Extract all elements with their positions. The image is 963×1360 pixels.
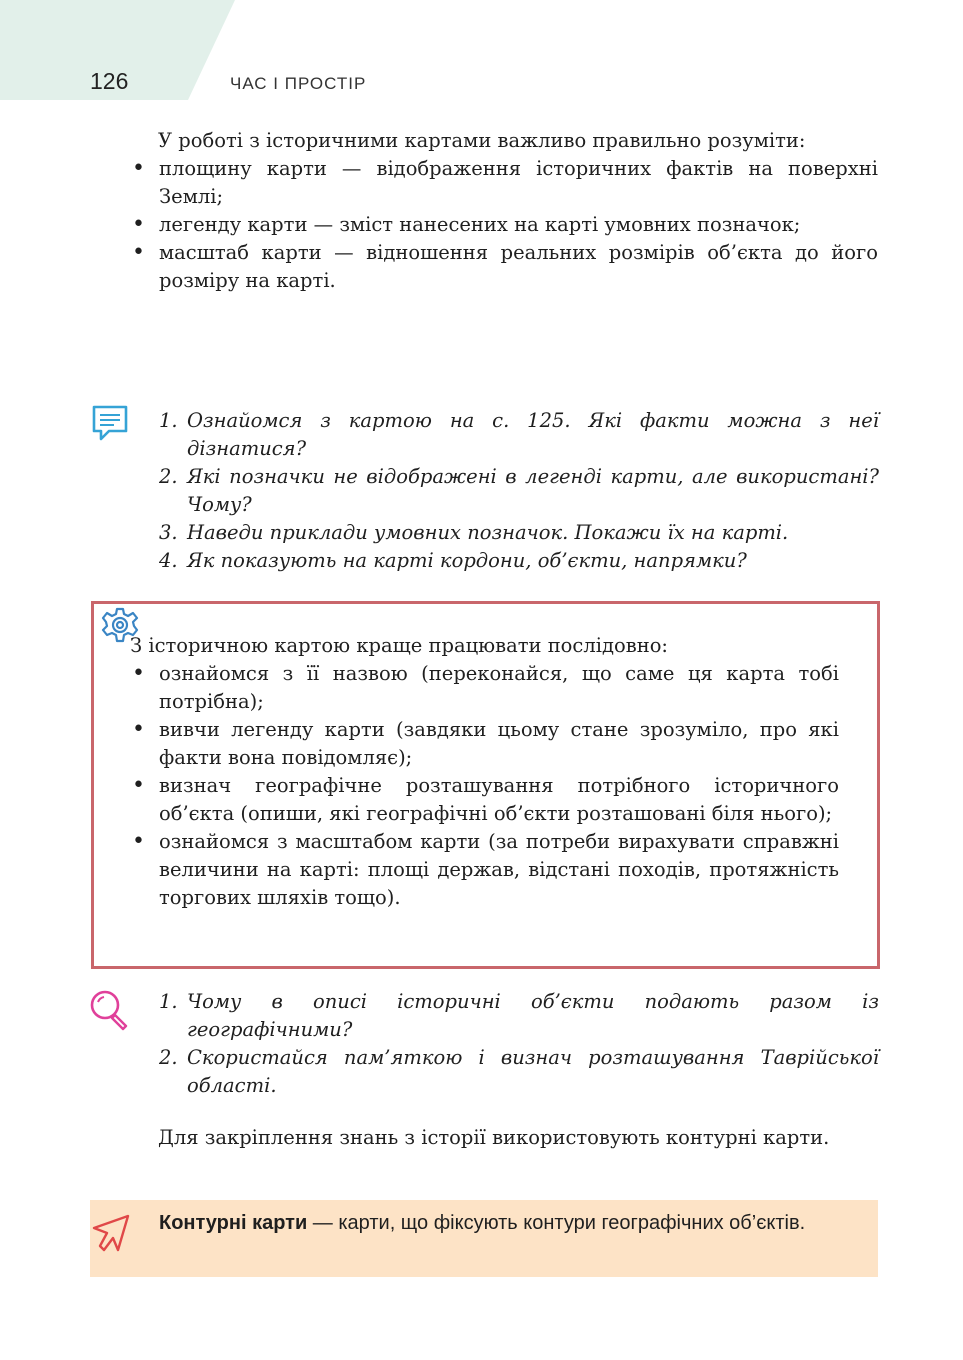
memo-bullet-list (130, 660, 839, 912)
question-item (159, 547, 879, 575)
question-number: 1. (159, 409, 178, 432)
question-text: Чому в описі історичні об’єкти подають разом із географічними? (187, 990, 879, 1041)
list-item: • площину карти — відображення історичних фактів на поверхні Землі; (130, 155, 878, 211)
list-item: • ознайомся з масштабом карти (за потреби вирахувати справжні величини на карті: площі держав, відстані походів, протяжність торгових шляхів тощо). (130, 828, 839, 912)
question-text: Які позначки не відображені в легенді карти, але використані? Чому? (187, 465, 879, 516)
intro-bullet-list (130, 155, 878, 295)
list-item: • легенду карти — зміст нанесених на карті умовних позначок; (130, 211, 878, 239)
list-item: • визнач географічне розташування потрібного історичного об’єкта (опиши, які географічні об’єкти розташовані біля нього); (130, 772, 839, 828)
question-item (159, 1044, 879, 1100)
list-item: • вивчи легенду карти (завдяки цьому стане зрозуміло, про які факти вона повідомляє); (130, 716, 839, 772)
question-text: Як показують на карті кордони, об’єкти, напрямки? (187, 549, 747, 572)
memo-intro: З історичною картою краще працювати послідовно: (130, 634, 669, 657)
pointer-icon (90, 1212, 132, 1258)
question-number: 3. (159, 521, 178, 544)
intro-section (130, 127, 878, 295)
question-list (159, 407, 879, 575)
contour-maps-paragraph: Для закріплення знань з історії використовують контурні карти. (158, 1126, 830, 1149)
question-number: 4. (159, 549, 178, 572)
list-item: • масштаб карти — відношення реальних розмірів об’єкта до його розміру на карті. (130, 239, 878, 295)
questions-block-1 (159, 407, 879, 575)
question-text: Скористайся пам’яткою і визнач розташування Таврійської області. (187, 1046, 879, 1097)
question-item (159, 519, 879, 547)
definition-text (159, 1209, 861, 1237)
question-number: 1. (159, 990, 178, 1013)
magnifier-icon (88, 988, 132, 1036)
question-number: 2. (159, 1046, 178, 1069)
definition-term: Контурні карти (159, 1212, 308, 1234)
question-item (159, 407, 879, 463)
contour-maps-section (130, 1124, 878, 1152)
question-text: Ознайомся з картою на с. 125. Які факти можна з неї дізнатися? (187, 409, 879, 460)
question-list (159, 988, 879, 1100)
question-number: 2. (159, 465, 178, 488)
definition-body: — карти, що фіксують контури географічних об’єктів. (307, 1212, 806, 1234)
questions-block-2 (159, 988, 879, 1100)
question-text: Наведи приклади умовних позначок. Покажи їх на карті. (187, 521, 789, 544)
memo-content (130, 632, 839, 912)
page-number: 126 (90, 68, 129, 94)
question-item (159, 988, 879, 1044)
intro-paragraph: У роботі з історичними картами важливо правильно розуміти: (158, 129, 806, 152)
list-item: • ознайомся з її назвою (переконайся, що саме ця карта тобі потрібна); (130, 660, 839, 716)
question-item (159, 463, 879, 519)
running-head: ЧАС І ПРОСТІР (230, 74, 367, 93)
chat-icon (90, 404, 130, 448)
